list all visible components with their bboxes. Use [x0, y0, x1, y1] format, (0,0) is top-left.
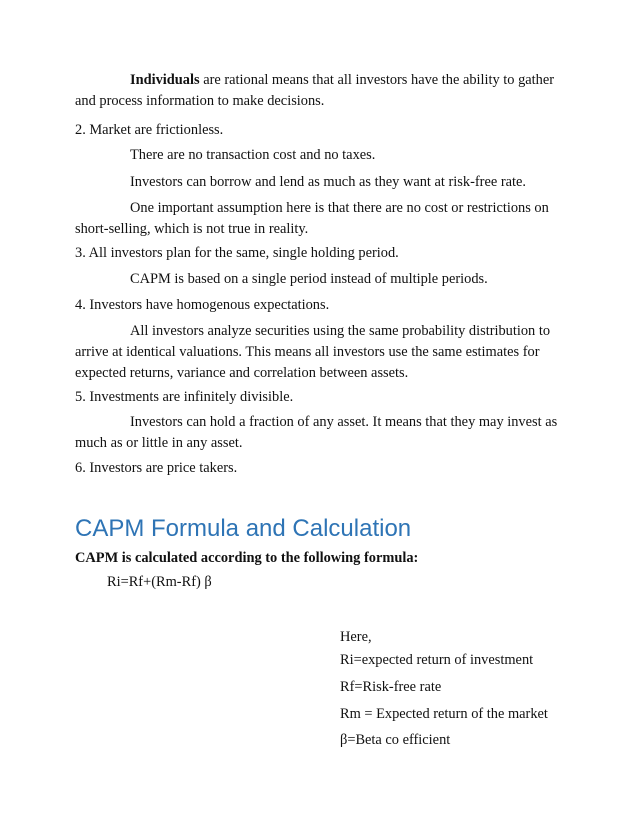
legend-item-rm: Rm = Expected return of the market	[340, 706, 548, 722]
legend-item-ri: Ri=expected return of investment	[340, 652, 534, 668]
point-3-detail-1: CAPM is based on a single period instead of multiple periods.	[130, 271, 488, 287]
legend-item-rf: Rf=Risk-free rate	[340, 679, 442, 695]
point-2-heading: 2. Market are frictionless.	[75, 122, 224, 138]
intro-lead-bold: Individuals	[130, 72, 200, 88]
section-title: CAPM Formula and Calculation	[75, 515, 412, 542]
point-6-heading: 6. Investors are price takers.	[75, 460, 238, 476]
point-4-heading: 4. Investors have homogenous expectations.	[75, 297, 330, 313]
point-3-heading: 3. All investors plan for the same, single holding period.	[75, 245, 399, 261]
point-2-detail-1: There are no transaction cost and no taxes.	[130, 147, 376, 163]
point-2-detail-3: One important assumption here is that there are no cost or restrictions on short-selling, which is not true in reality.	[75, 200, 549, 237]
point-4-detail-1: All investors analyze securities using the same probability distribution to arrive at identical valuations. This means all investors use the same estimates for expected returns, variance and correlation between assets.	[75, 323, 551, 381]
section-subtitle: CAPM is calculated according to the following formula:	[75, 550, 419, 566]
legend-label: Here,	[340, 629, 372, 645]
point-2-detail-2: Investors can borrow and lend as much as they want at risk-free rate.	[130, 174, 526, 190]
legend-item-beta: β=Beta co efficient	[340, 732, 451, 748]
point-5-heading: 5. Investments are infinitely divisible.	[75, 389, 294, 405]
point-5-detail-1: Investors can hold a fraction of any asset. It means that they may invest as much as or little in any asset.	[75, 414, 558, 451]
intro-lead-text: are rational means that all investors have the ability to gather and process information to make decisions.	[75, 72, 555, 109]
intro-paragraph	[75, 70, 565, 112]
capm-formula: Ri=Rf+(Rm-Rf) β	[107, 574, 212, 590]
